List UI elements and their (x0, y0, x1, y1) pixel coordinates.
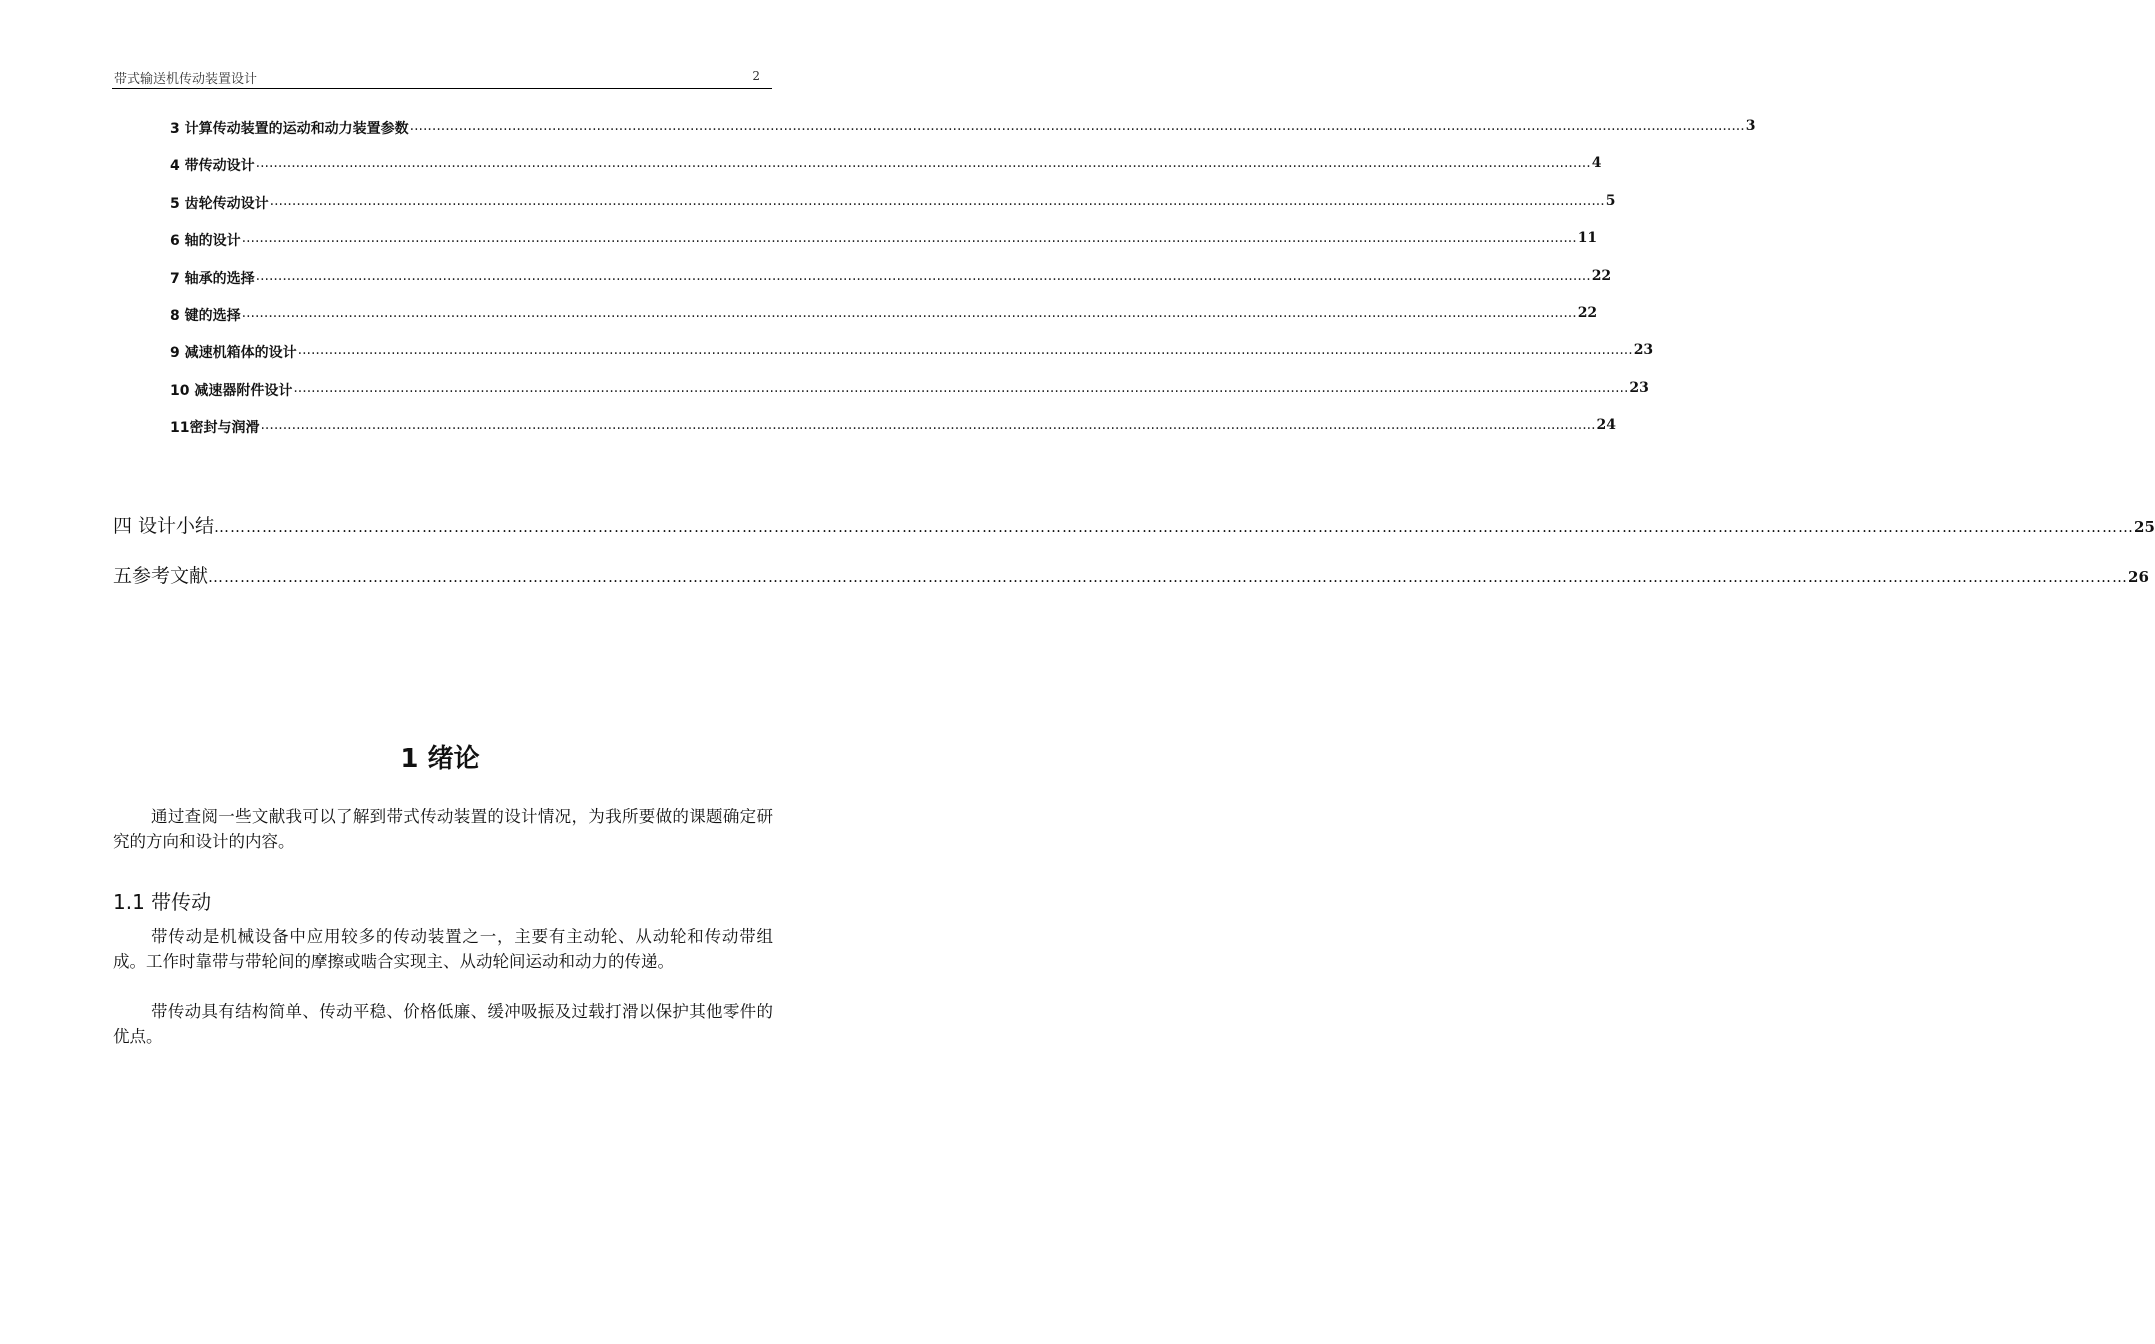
toc-entry-page: 23 (1633, 342, 1654, 359)
toc-entry-page: 11 (1577, 230, 1598, 247)
toc-entry-label: 3 计算传动装置的运动和动力装置参数 (170, 121, 409, 137)
table-of-contents (170, 118, 1756, 455)
toc-leader: ............................................................................................................................................................................................................................................................................................................ (297, 342, 1633, 359)
toc-leader: ............................................................................................................................................................................................................................................................................................................ (241, 230, 1577, 247)
header-title: 带式输送机传动装置设计 (114, 72, 258, 87)
toc-entry-page: 22 (1591, 267, 1612, 284)
toc-entry-page: 23 (1629, 379, 1649, 396)
chapter-title: 1 绪论 (400, 744, 480, 774)
toc-entry-page: 24 (1596, 417, 1617, 434)
toc-entry[interactable] (170, 267, 1612, 305)
toc-entry-page: 22 (1577, 304, 1598, 321)
toc-entry-label: 10 减速器附件设计 (170, 382, 293, 399)
toc-leader: ............................................................................................................................................................................................................................................................................................................ (260, 417, 1596, 434)
toc-entry[interactable] (170, 155, 1602, 192)
toc-entry-label: 5 齿轮传动设计 (170, 195, 269, 212)
toc-entry-label: 4 带传动设计 (170, 158, 255, 175)
toc-entry[interactable] (170, 342, 1654, 379)
toc-main-page: 25 (2134, 518, 2155, 536)
toc-leader: ……………………………………………………………………………………………………………………………………………………………………………………………………………………………………………………………………………………………………………………………… (208, 568, 2129, 586)
toc-entry-label: 6 轴的设计 (170, 233, 241, 250)
toc-main-label: 四 设计小结 (113, 515, 215, 537)
toc-entry-page: 3 (1745, 118, 1756, 134)
toc-leader: ............................................................................................................................................................................................................................................................................................................ (255, 267, 1591, 284)
toc-entry-page: 5 (1605, 192, 1616, 209)
toc-main-page: 26 (2128, 568, 2149, 586)
toc-entry-label: 8 键的选择 (170, 307, 241, 324)
toc-entry-page: 4 (1591, 155, 1602, 172)
toc-leader: ............................................................................................................................................................................................................................................................................................................ (255, 155, 1591, 172)
toc-entry[interactable] (170, 192, 1616, 230)
toc-entry[interactable] (170, 417, 1617, 454)
toc-entry-label: 9 减速机箱体的设计 (170, 345, 297, 362)
toc-leader: ............................................................................................................................................................................................................................................................................................................ (241, 304, 1577, 321)
toc-entry-label: 11密封与润滑 (170, 420, 260, 437)
toc-entry[interactable] (170, 379, 1649, 417)
body-paragraph: 带传动是机械设备中应用较多的传动装置之一，主要有主动轮、从动轮和传动带组成。工作时靠带与带轮间的摩擦或啮合实现主、从动轮间运动和动力的传递。 (113, 927, 773, 971)
body-paragraph: 带传动具有结构简单、传动平稳、价格低廉、缓冲吸振及过载打滑以保护其他零件的优点。 (113, 1002, 773, 1046)
header-page-number: 2 (752, 69, 760, 83)
section-title: 1.1 带传动 (113, 890, 212, 914)
toc-leader: ............................................................................................................................................................................................................................................................................................................ (293, 379, 1629, 396)
toc-entry[interactable] (170, 230, 1598, 267)
toc-leader: ............................................................................................................................................................................................................................................................................................................ (269, 192, 1605, 209)
toc-entry[interactable] (170, 118, 1756, 155)
toc-main-label: 五参考文献 (113, 565, 209, 587)
toc-main-entry[interactable] (113, 508, 2155, 538)
toc-main-entry[interactable] (113, 558, 2149, 588)
intro-paragraph: 通过查阅一些文献我可以了解到带式传动装置的设计情况，为我所要做的课题确定研究的方向和设计的内容。 (113, 807, 773, 851)
page-header (112, 66, 772, 89)
toc-entry[interactable] (170, 304, 1598, 342)
toc-entry-label: 7 轴承的选择 (170, 270, 255, 287)
toc-leader: ……………………………………………………………………………………………………………………………………………………………………………………………………………………………………………………………………………………………………………………………… (214, 518, 2135, 536)
toc-leader: ............................................................................................................................................................................................................................................................................................................ (409, 118, 1745, 134)
